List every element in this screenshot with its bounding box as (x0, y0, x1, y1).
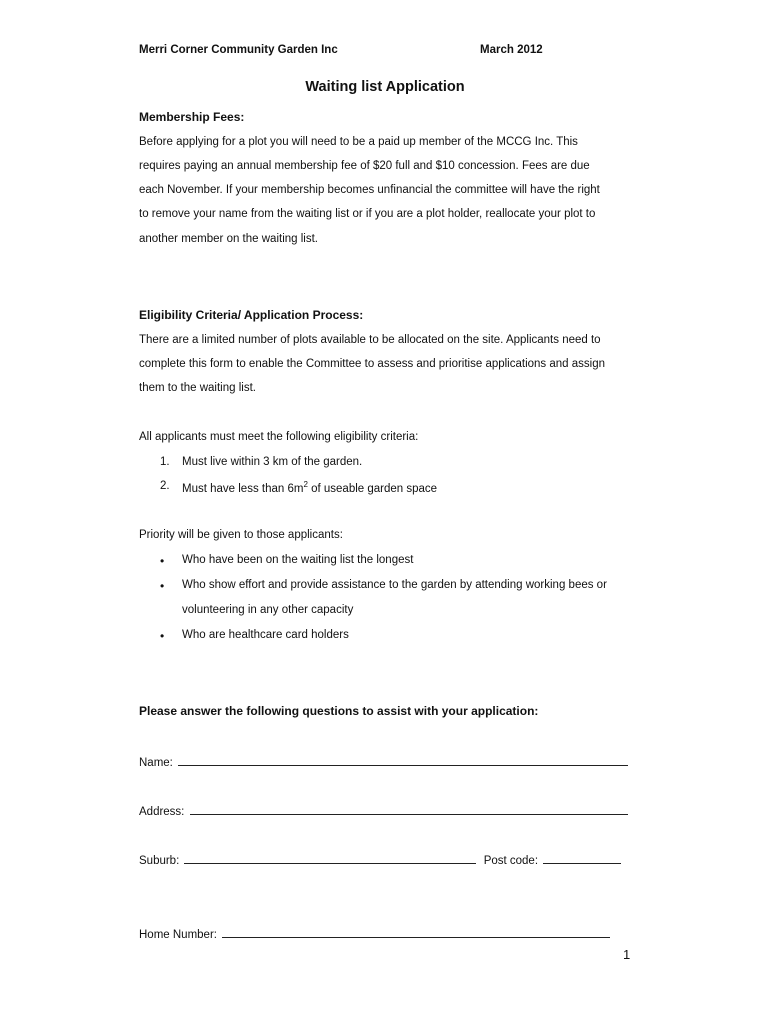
home-number-label: Home Number: (139, 929, 217, 941)
eligibility-heading: Eligibility Criteria/ Application Process: (139, 308, 364, 322)
priority-item: Who have been on the waiting list the longest (182, 554, 414, 566)
criteria-item: Must live within 3 km of the garden. (182, 456, 363, 468)
bullet-icon: • (160, 579, 165, 593)
priority-intro: Priority will be given to those applicants: (139, 529, 343, 541)
eligibility-line: There are a limited number of plots available to be allocated on the site. Applicants need to (139, 334, 601, 346)
address-field[interactable] (190, 802, 628, 815)
page-number: 1 (623, 947, 631, 962)
list-number: 1. (160, 456, 170, 468)
questions-heading: Please answer the following questions to assist with your application: (139, 704, 539, 718)
criteria-text-after: of useable garden space (307, 482, 438, 495)
name-row (139, 753, 628, 769)
criteria-item (182, 480, 437, 495)
address-label: Address: (139, 806, 185, 818)
eligibility-line: them to the waiting list. (139, 382, 256, 394)
criteria-text-before: Must have less than 6m (182, 482, 304, 495)
suburb-row (139, 851, 621, 867)
header-org: Merri Corner Community Garden Inc (139, 44, 338, 56)
page-title: Waiting list Application (305, 79, 465, 95)
membership-line: Before applying for a plot you will need to be a paid up member of the MCCG Inc. This (139, 136, 578, 148)
priority-item: Who are healthcare card holders (182, 629, 349, 641)
criteria-intro: All applicants must meet the following eligibility criteria: (139, 431, 419, 443)
membership-line: each November. If your membership becomes unfinancial the committee will have the right (139, 184, 600, 196)
eligibility-line: complete this form to enable the Committee to assess and prioritise applications and assign (139, 358, 605, 370)
membership-line: to remove your name from the waiting list or if you are a plot holder, reallocate your plot to (139, 208, 596, 220)
priority-item-continued: volunteering in any other capacity (182, 604, 354, 616)
superscript: 2 (303, 480, 308, 489)
postcode-field[interactable] (543, 851, 621, 864)
membership-line: requires paying an annual membership fee of $20 full and $10 concession. Fees are due (139, 160, 590, 172)
bullet-icon: • (160, 629, 165, 643)
list-number: 2. (160, 480, 170, 492)
membership-line: another member on the waiting list. (139, 233, 318, 245)
home-number-field[interactable] (222, 925, 610, 938)
name-field[interactable] (178, 753, 628, 766)
suburb-label: Suburb: (139, 855, 180, 867)
priority-item: Who show effort and provide assistance to the garden by attending working bees or (182, 579, 607, 591)
membership-heading: Membership Fees: (139, 110, 245, 124)
postcode-label: Post code: (483, 855, 539, 867)
header-date: March 2012 (480, 44, 543, 56)
name-label: Name: (139, 757, 173, 769)
bullet-icon: • (160, 554, 165, 568)
address-row (139, 802, 628, 818)
home-number-row (139, 925, 610, 941)
suburb-field[interactable] (184, 851, 476, 864)
